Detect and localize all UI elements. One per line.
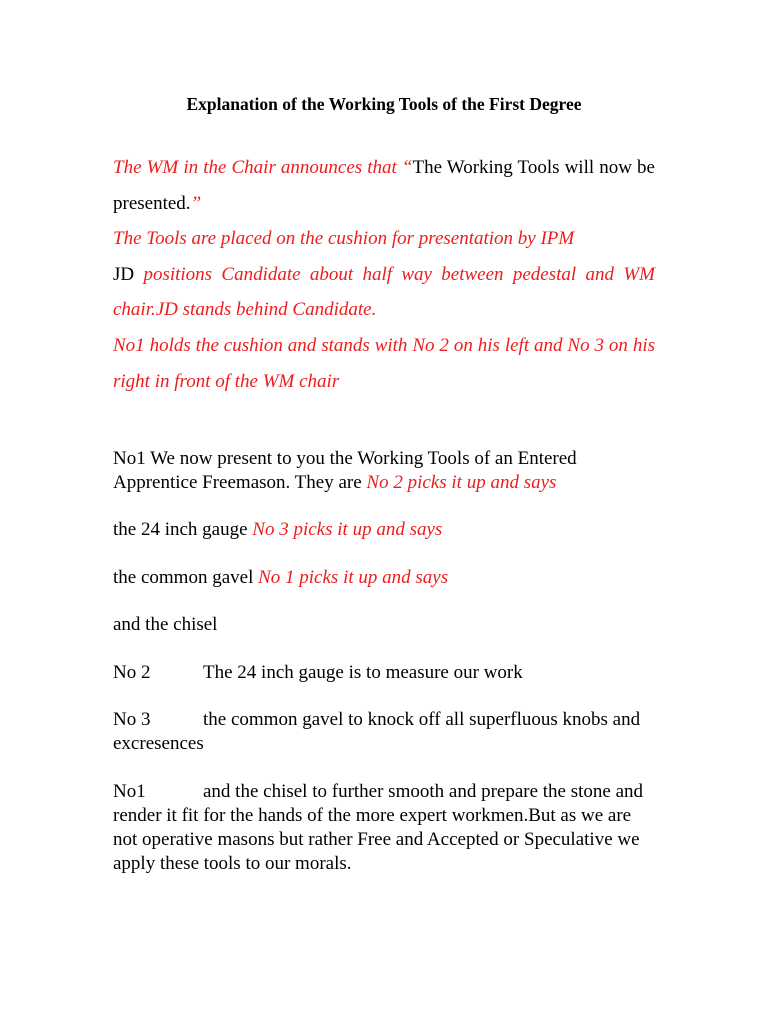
ritual-line-1-text: No1 We now present to you the Working Tools of an Entered Apprentice Freemason. They are	[113, 448, 577, 493]
ritual-line-6-speaker: No 3	[113, 709, 151, 730]
rubric-announcement-quote: The Working Tools will now be presented.	[113, 157, 655, 214]
rubric-announcement-close-quote: ”	[190, 192, 202, 214]
ritual-line-2-text: the 24 inch gauge	[113, 519, 253, 540]
rubric-jd-text: positions Candidate about half way between pedestal and WM chair.JD stands behind Candidate.	[113, 263, 655, 321]
ritual-line-7-speaker: No1	[113, 781, 146, 802]
ritual-line-7-text: and the chisel to further smooth and prepare the stone and render it fit for the hands of the more expert workmen.But as we are not operative masons but rather Free and Accepted or Speculative we apply these tools to our morals.	[113, 781, 644, 874]
rubric-jd-label: JD	[113, 263, 135, 285]
rubric-block	[113, 150, 655, 399]
ritual-line-3	[113, 566, 655, 590]
document-title: Explanation of the Working Tools of the First Degree	[186, 94, 582, 114]
ritual-line-3-text: the common gavel	[113, 567, 259, 588]
rubric-jd-positions	[113, 257, 655, 328]
ritual-line-3-cue: No 1 picks it up and says	[258, 567, 449, 588]
ritual-line-1-cue: No 2 picks it up and says	[366, 472, 557, 493]
rubric-announcement	[113, 150, 655, 221]
ritual-line-5-speaker: No 2	[113, 662, 151, 683]
ritual-line-4: and the chisel	[113, 614, 218, 635]
rubric-tools-placed: The Tools are placed on the cushion for presentation by IPM	[113, 228, 575, 250]
ritual-line-7	[113, 780, 655, 876]
ritual-line-2-cue: No 3 picks it up and says	[252, 519, 443, 540]
ritual-line-6-text: the common gavel to knock off all superfluous knobs and excresences	[113, 709, 641, 754]
ritual-line-6	[113, 708, 655, 756]
ritual-line-1	[113, 447, 655, 495]
rubric-no1-holds: No1 holds the cushion and stands with No 2 on his left and No 3 on his right in front of the WM chair	[113, 334, 655, 392]
ritual-line-5-text: The 24 inch gauge is to measure our work	[203, 662, 523, 683]
ritual-line-2	[113, 518, 655, 542]
rubric-announcement-red: The WM in the Chair announces that “	[113, 157, 413, 178]
ritual-line-5	[113, 661, 655, 685]
